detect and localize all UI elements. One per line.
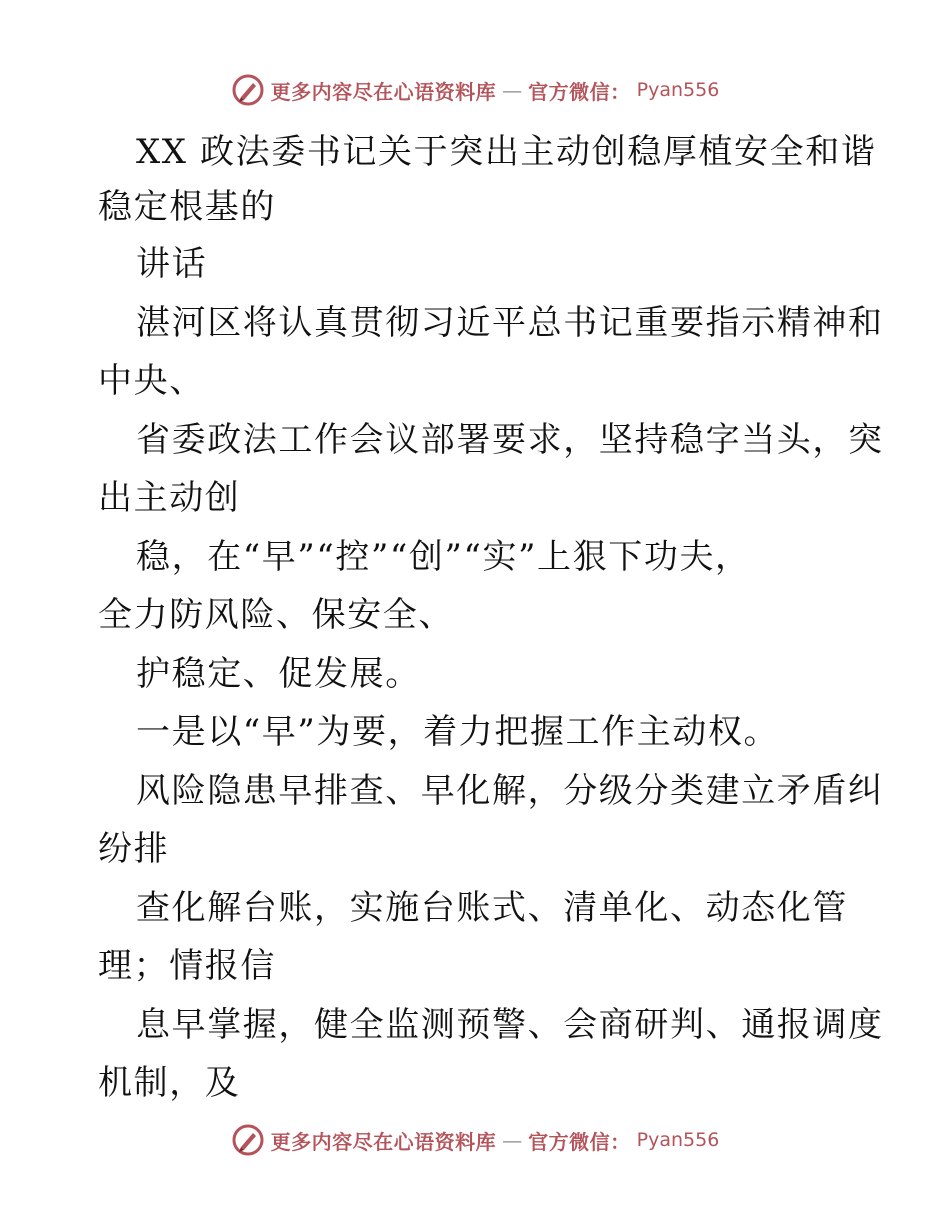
doc-paragraph-line: 护稳定、促发展。 <box>136 654 421 694</box>
watermark-account: Pyan556 <box>636 1129 720 1151</box>
doc-paragraph-line: 稳，在“早”“控”“创”“实”上狠下功夫， <box>136 537 751 577</box>
doc-paragraph-line: 湛河区将认真贯彻习近平总书记重要指示精神和 <box>136 303 884 343</box>
watermark-dash: — <box>502 78 523 102</box>
doc-paragraph-line: 息早掌握，健全监测预警、会商研判、通报调度 <box>136 1005 884 1045</box>
watermark-dash: — <box>502 1128 523 1152</box>
doc-paragraph-line: 全力防风险、保安全、 <box>98 595 454 635</box>
footer-watermark <box>0 1120 950 1160</box>
watermark-official: 官方微信： <box>528 79 631 104</box>
watermark-official: 官方微信： <box>528 1129 631 1154</box>
doc-paragraph-line: 一是以“早”为要，着力把握工作主动权。 <box>136 712 780 752</box>
doc-paragraph-line: 查化解台账，实施台账式、清单化、动态化管 <box>136 888 848 928</box>
doc-title-line-3: 讲话 <box>136 244 208 284</box>
watermark-text: 更多内容尽在心语资料库 <box>270 79 497 104</box>
doc-paragraph-line: 机制，及 <box>98 1063 241 1103</box>
watermark-account: Pyan556 <box>636 79 720 101</box>
header-watermark <box>0 70 950 110</box>
doc-paragraph-line: 中央、 <box>98 361 205 401</box>
pen-logo-icon <box>231 1123 265 1157</box>
doc-paragraph-line: 省委政法工作会议部署要求，坚持稳字当头，突 <box>136 420 884 460</box>
doc-paragraph-line: 风险隐患早排查、早化解，分级分类建立矛盾纠 <box>136 771 884 811</box>
doc-title-line-2: 稳定根基的 <box>98 187 276 227</box>
watermark-text: 更多内容尽在心语资料库 <box>270 1129 497 1154</box>
doc-title-line-1: XX 政法委书记关于突出主动创稳厚植安全和谐 <box>136 132 877 172</box>
doc-paragraph-line: 纷排 <box>98 829 170 869</box>
doc-paragraph-line: 理；情报信 <box>98 946 276 986</box>
doc-paragraph-line: 出主动创 <box>98 478 241 518</box>
pen-logo-icon <box>231 73 265 107</box>
